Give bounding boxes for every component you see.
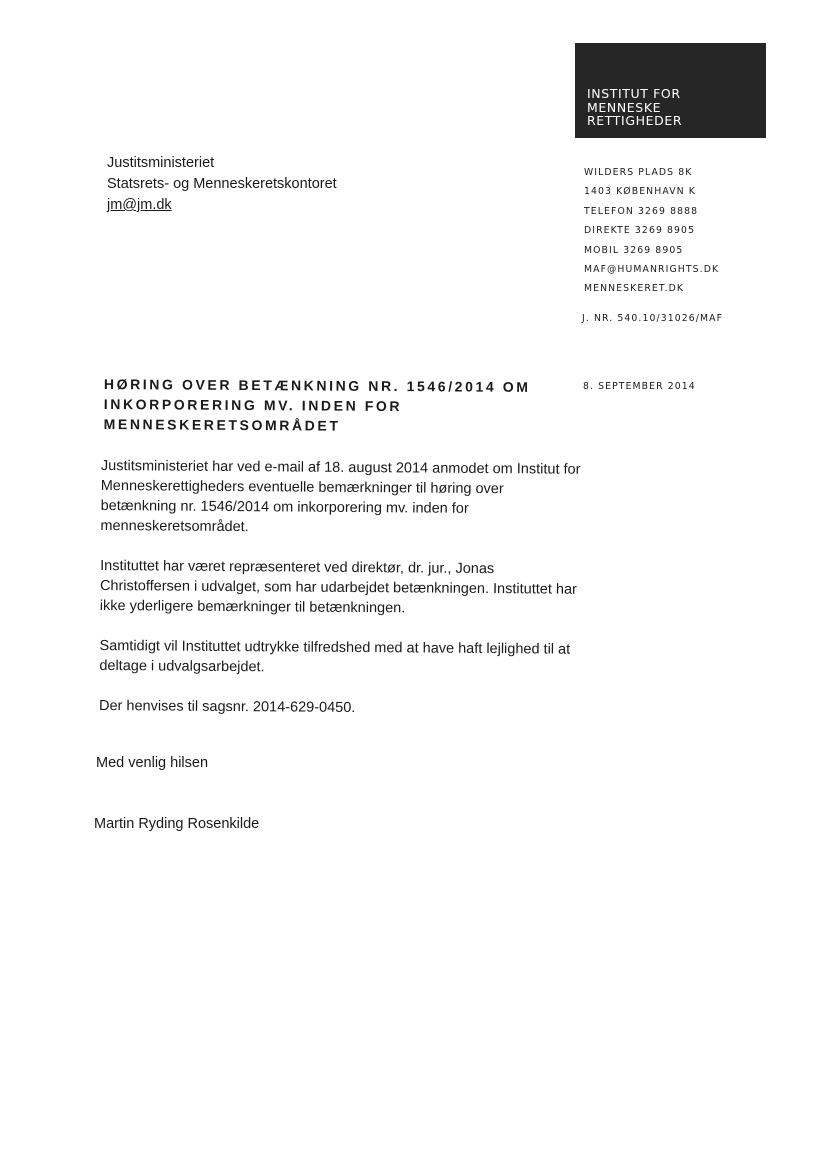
sender-email: MAF@HUMANRIGHTS.DK (584, 264, 720, 276)
sender-phone: TELEFON 3269 8888 (584, 205, 699, 217)
logo-text (587, 87, 682, 128)
logo-line-1: INSTITUT FOR (587, 86, 681, 101)
sender-block (584, 163, 719, 299)
recipient-email-link[interactable]: jm@jm.dk (107, 197, 172, 213)
body-paragraph-2: Instituttet har været repræsenteret ved direktør, dr. jur., Jonas Christoffersen i udvalget, som har udarbejdet betænkningen. Instituttet har ikke yderligere bemærkninger til betænkningen. (99, 557, 577, 617)
logo-line-2: MENNESKE (587, 99, 662, 115)
body-paragraph-1: Justitsministeriet har ved e-mail af 18. august 2014 anmodet om Institut for Menneskerettigheders eventuelle bemærkninger til høring over betænkning nr. 1546/2014 om inkorporering mv. inden for menneskeretsområdet. (100, 457, 581, 536)
recipient-department: Statsrets- og Menneskeretskontoret (107, 176, 337, 192)
sender-address: WILDERS PLADS 8K (584, 167, 693, 178)
sender-mobile: MOBIL 3269 8905 (584, 244, 684, 256)
journal-number: J. NR. 540.10/31026/MAF (582, 313, 724, 324)
institute-logo (575, 43, 766, 138)
letter-date: 8. SEPTEMBER 2014 (583, 381, 696, 392)
letter-body (99, 456, 581, 740)
logo-line-3: RETTIGHEDER (587, 113, 683, 128)
body-paragraph-3: Samtidigt vil Instituttet udtrykke tilfredshed med at have haft lejlighed til at deltage i udvalgsarbejdet. (99, 637, 571, 676)
closing-salutation: Med venlig hilsen (96, 755, 209, 771)
sender-web: MENNESKERET.DK (584, 283, 685, 295)
sender-direct: DIREKTE 3269 8905 (584, 225, 696, 237)
recipient-block (107, 153, 337, 216)
recipient-org: Justitsministeriet (107, 155, 215, 171)
signer-name: Martin Ryding Rosenkilde (94, 816, 260, 832)
letter-heading: HØRING OVER BETÆNKNING NR. 1546/2014 OM INKORPORERING MV. INDEN FOR MENNESKERETSOMRÅDET (103, 375, 531, 434)
sender-city: 1403 KØBENHAVN K (584, 186, 696, 198)
body-paragraph-4: Der henvises til sagsnr. 2014-629-0450. (98, 697, 356, 717)
